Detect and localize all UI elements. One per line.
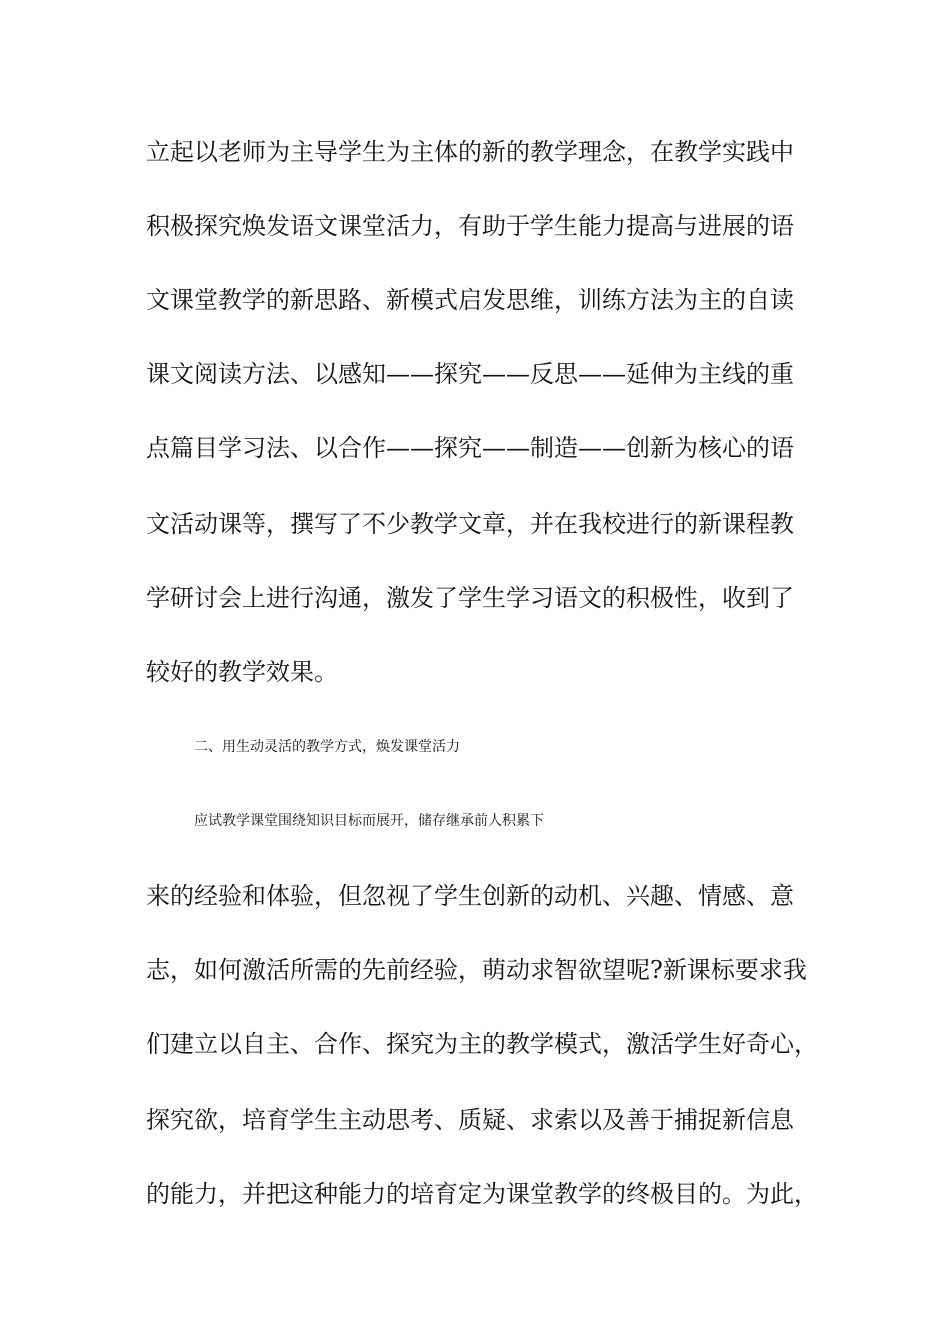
paragraph-line: 来的经验和体验，但忽视了学生创新的动机、兴趣、情感、意 [146, 882, 794, 910]
paragraph-line: 立起以老师为主导学生为主体的新的教学理念，在教学实践中 [146, 138, 794, 166]
paragraph-line: 文课堂教学的新思路、新模式启发思维，训练方法为主的自读 [146, 286, 794, 314]
paragraph-line: 学研讨会上进行沟通，激发了学生学习语文的积极性，收到了 [146, 584, 794, 612]
paragraph-line: 点篇目学习法、以合作——探究——制造——创新为核心的语 [146, 434, 794, 462]
section-heading: 二、用生动灵活的教学方式，焕发课堂活力 [194, 739, 460, 755]
paragraph-line: 志，如何激活所需的先前经验，萌动求智欲望呢?新课标要求我 [146, 956, 807, 984]
paragraph-line: 文活动课等，撰写了不少教学文章，并在我校进行的新课程教 [146, 510, 794, 538]
paragraph-line: 较好的教学效果。 [146, 658, 338, 686]
paragraph-line: 探究欲，培育学生主动思考、质疑、求索以及善于捕捉新信息 [146, 1106, 794, 1134]
paragraph-line: 们建立以自主、合作、探究为主的教学模式，激活学生好奇心， [146, 1030, 818, 1058]
paragraph-line: 的能力，并把这种能力的培育定为课堂教学的终极目的。为此， [146, 1180, 818, 1208]
paragraph-line: 课文阅读方法、以感知——探究——反思——延伸为主线的重 [146, 360, 794, 388]
paragraph-line: 应试教学课堂围绕知识目标而展开，储存继承前人积累下 [194, 813, 544, 829]
paragraph-line: 积极探究焕发语文课堂活力，有助于学生能力提高与进展的语 [146, 212, 794, 240]
